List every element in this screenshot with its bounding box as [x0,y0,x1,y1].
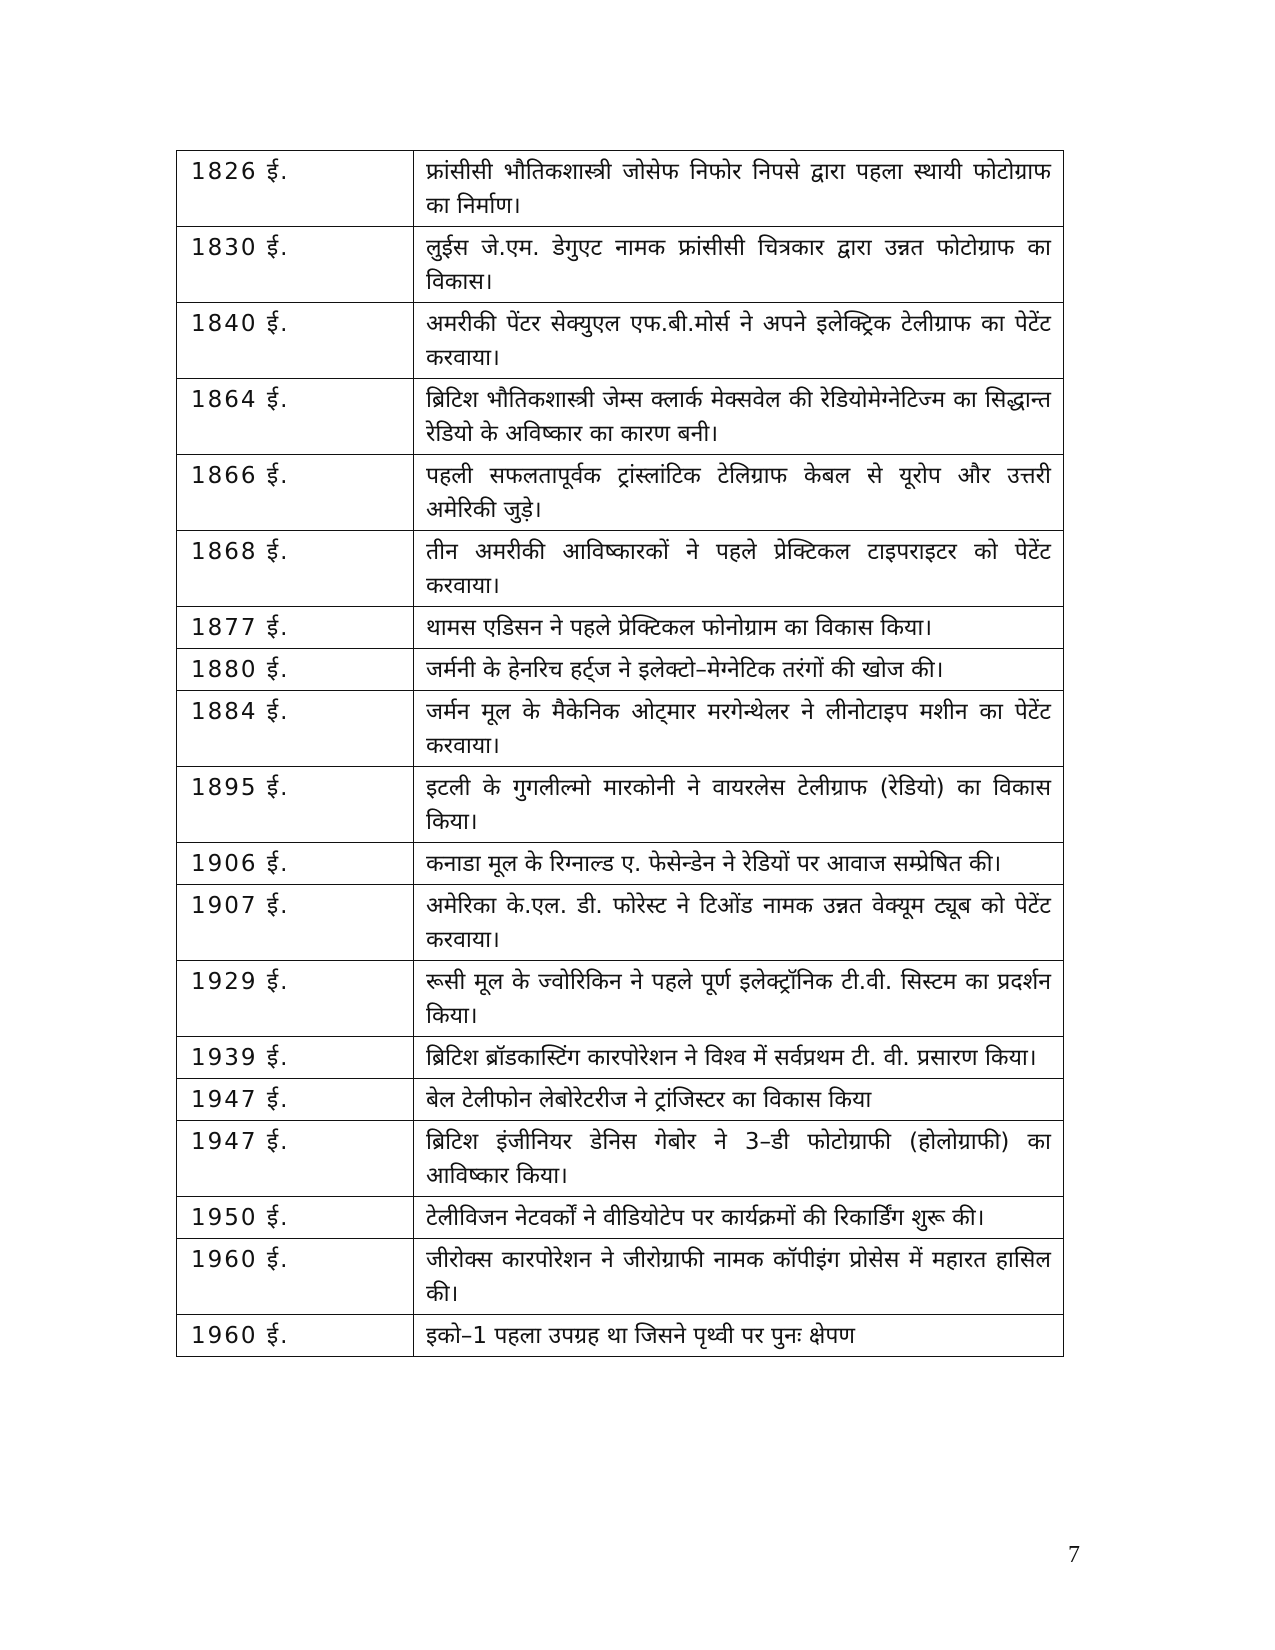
year-cell [177,379,414,455]
event-cell: ब्रिटिश भौतिकशास्त्री जेम्स क्लार्क मेक्सवेल की रेडियोमेग्नेटिज्म का सिद्धान्त रेडियो के अविष्कार का कारण बनी। [414,379,1064,455]
event-cell: थामस एडिसन ने पहले प्रेक्टिकल फोनोग्राम का विकास किया। [414,607,1064,649]
event-cell: टेलीविजन नेटवर्कों ने वीडियोटेप पर कार्यक्रमों की रिकार्डिंग शुरू की। [414,1197,1064,1239]
table-row [177,1079,1064,1121]
event-cell: फ्रांसीसी भौतिकशास्त्री जोसेफ निफोर निपसे द्वारा पहला स्थायी फोटोग्राफ का निर्माण। [414,151,1064,227]
year-text: 1906 ई. [191,851,290,877]
event-cell: इको–1 पहला उपग्रह था जिसने पृथ्वी पर पुनः क्षेपण [414,1315,1064,1357]
table-row [177,1197,1064,1239]
year-cell [177,961,414,1037]
year-cell [177,1121,414,1197]
event-cell: बेल टेलीफोन लेबोरेटरीज ने ट्रांजिस्टर का विकास किया [414,1079,1064,1121]
event-cell: ब्रिटिश ब्रॉडकास्टिंग कारपोरेशन ने विश्व में सर्वप्रथम टी. वी. प्रसारण किया। [414,1037,1064,1079]
timeline-table [176,150,1064,1357]
event-cell: जर्मनी के हेनरिच हर्ट्ज ने इलेक्टो–मेग्नेटिक तरंगों की खोज की। [414,649,1064,691]
year-text: 1868 ई. [191,539,290,565]
event-cell: जर्मन मूल के मैकेनिक ओट्मार मरगेन्थेलर ने लीनोटाइप मशीन का पेटेंट करवाया। [414,691,1064,767]
year-cell [177,455,414,531]
page-number: 7 [1068,1542,1080,1568]
year-text: 1947 ई. [191,1129,290,1155]
event-cell: पहली सफलतापूर्वक ट्रांस्लांटिक टेलिग्राफ केबल से यूरोप और उत्तरी अमेरिकी जुड़े। [414,455,1064,531]
year-cell [177,151,414,227]
year-text: 1950 ई. [191,1205,290,1231]
year-cell [177,1239,414,1315]
table-row [177,1121,1064,1197]
year-text: 1907 ई. [191,893,290,919]
year-cell [177,227,414,303]
event-cell: इटली के गुगलील्मो मारकोनी ने वायरलेस टेलीग्राफ (रेडियो) का विकास किया। [414,767,1064,843]
year-cell [177,767,414,843]
table-row [177,1239,1064,1315]
year-cell [177,1079,414,1121]
year-text: 1826 ई. [191,159,290,185]
year-text: 1960 ई. [191,1247,290,1273]
table-row [177,303,1064,379]
table-row [177,885,1064,961]
year-text: 1864 ई. [191,387,290,413]
year-text: 1880 ई. [191,657,290,683]
event-cell: रूसी मूल के ज्वोरिकिन ने पहले पूर्ण इलेक्ट्रॉनिक टी.वी. सिस्टम का प्रदर्शन किया। [414,961,1064,1037]
event-cell: लुईस जे.एम. डेगुएट नामक फ्रांसीसी चित्रकार द्वारा उन्नत फोटोग्राफ का विकास। [414,227,1064,303]
table-row [177,607,1064,649]
event-cell: ब्रिटिश इंजीनियर डेनिस गेबोर ने 3–डी फोटोग्राफी (होलोग्राफी) का आविष्कार किया। [414,1121,1064,1197]
table-row [177,691,1064,767]
year-text: 1830 ई. [191,235,290,261]
year-text: 1960 ई. [191,1323,290,1349]
year-text: 1939 ई. [191,1045,290,1071]
year-text: 1884 ई. [191,699,290,725]
year-text: 1866 ई. [191,463,290,489]
year-cell [177,303,414,379]
table-row [177,843,1064,885]
year-cell [177,1037,414,1079]
table-row [177,455,1064,531]
timeline-body [177,151,1064,1357]
table-row [177,1315,1064,1357]
event-cell: कनाडा मूल के रिग्नाल्ड ए. फेसेन्डेन ने रेडियों पर आवाज सम्प्रेषित की। [414,843,1064,885]
event-cell: जीरोक्स कारपोरेशन ने जीरोग्राफी नामक कॉपीइंग प्रोसेस में महारत हासिल की। [414,1239,1064,1315]
year-text: 1947 ई. [191,1087,290,1113]
table-row [177,767,1064,843]
year-cell [177,843,414,885]
event-cell: तीन अमरीकी आविष्कारकों ने पहले प्रेक्टिकल टाइपराइटर को पेटेंट करवाया। [414,531,1064,607]
table-row [177,961,1064,1037]
table-row [177,151,1064,227]
year-text: 1877 ई. [191,615,290,641]
year-text: 1929 ई. [191,969,290,995]
table-row [177,379,1064,455]
year-cell [177,885,414,961]
year-cell [177,1197,414,1239]
table-row [177,649,1064,691]
event-cell: अमेरिका के.एल. डी. फोरेस्ट ने टिओंड नामक उन्नत वेक्यूम ट्यूब को पेटेंट करवाया। [414,885,1064,961]
table-row [177,1037,1064,1079]
year-text: 1895 ई. [191,775,290,801]
table-row [177,531,1064,607]
event-cell: अमरीकी पेंटर सेक्युएल एफ.बी.मोर्स ने अपने इलेक्ट्रिक टेलीग्राफ का पेटेंट करवाया। [414,303,1064,379]
year-cell [177,607,414,649]
year-cell [177,649,414,691]
year-cell [177,691,414,767]
table-row [177,227,1064,303]
year-cell [177,531,414,607]
year-cell [177,1315,414,1357]
year-text: 1840 ई. [191,311,290,337]
